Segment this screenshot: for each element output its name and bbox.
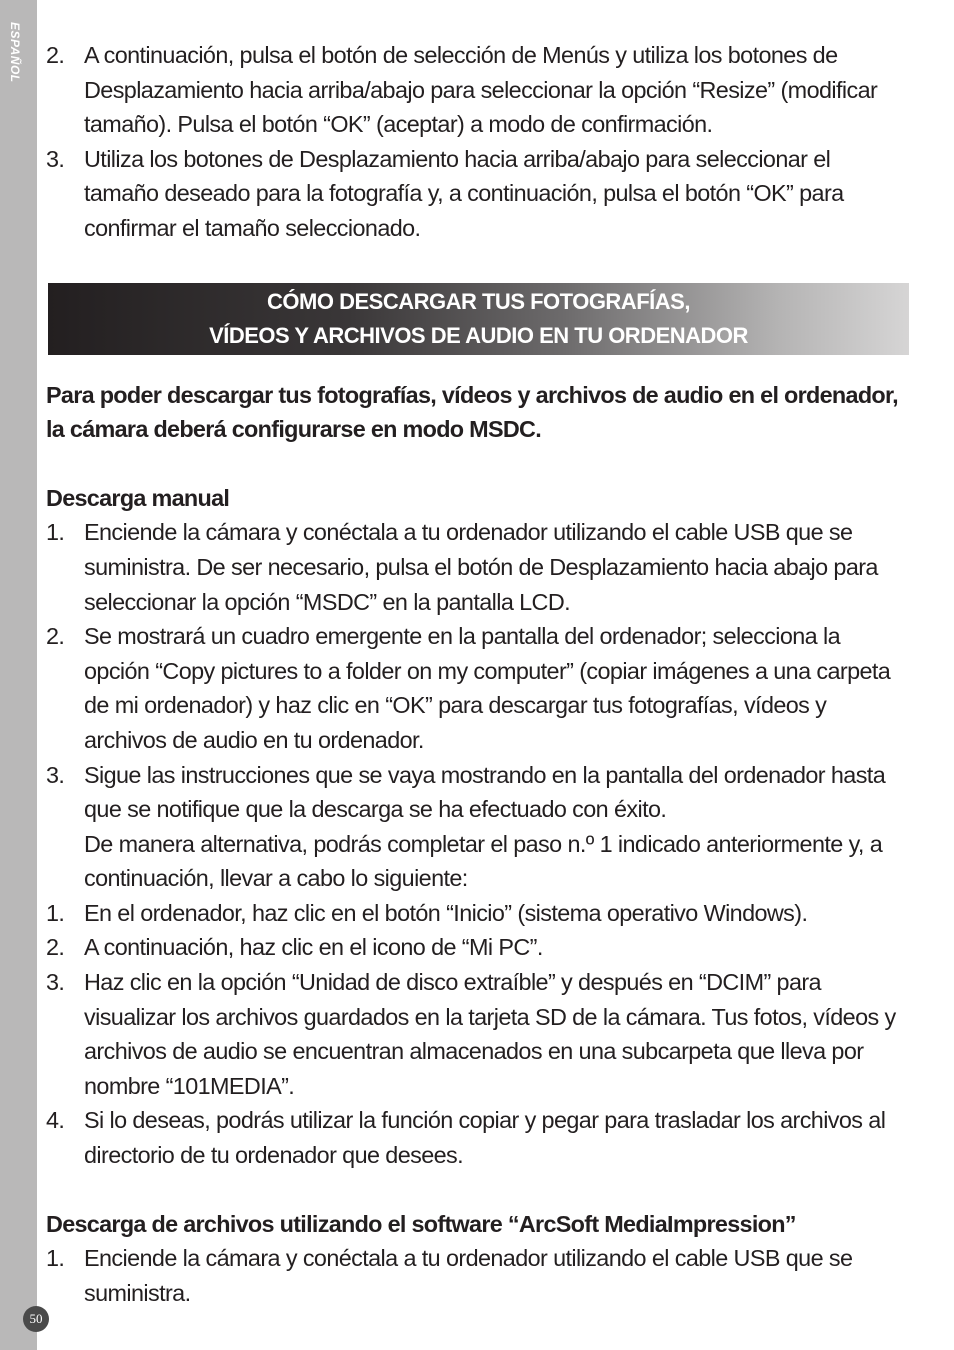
list-number: 3. <box>46 761 65 788</box>
section-heading <box>48 283 909 355</box>
manual-download-heading: Descarga manual <box>46 484 230 511</box>
list-item <box>46 758 910 827</box>
list-item <box>46 515 910 619</box>
list-number: 2. <box>46 934 65 961</box>
alternative-note: De manera alternativa, podrás completar el paso n.º 1 indicado anteriormente y, a continuación, llevar a cabo lo siguiente: <box>84 830 883 892</box>
list-item <box>46 930 910 965</box>
list-number: 2. <box>46 42 65 68</box>
section-heading-line1: CÓMO DESCARGAR TUS FOTOGRAFÍAS, <box>267 288 690 314</box>
arcsoft-heading: Descarga de archivos utilizando el software “ArcSoft MediaImpression” <box>46 1210 796 1237</box>
list-text: Utiliza los botones de Desplazamiento hacia arriba/abajo para seleccionar el tamaño deseado para la fotografía y, a continuación, pulsa el botón “OK” para confirmar el tamaño seleccionado. <box>84 145 844 241</box>
list-number: 2. <box>46 623 65 650</box>
list-text: En el ordenador, haz clic en el botón “Inicio” (sistema operativo Windows). <box>84 899 808 926</box>
list-text: Si lo deseas, podrás utilizar la función copiar y pegar para trasladar los archivos al directorio de tu ordenador que desees. <box>84 1107 886 1169</box>
list-number: 3. <box>46 145 65 172</box>
list-item <box>46 965 910 1103</box>
list-item <box>46 619 910 757</box>
list-number: 4. <box>46 1107 65 1134</box>
section-heading-line2: VÍDEOS Y ARCHIVOS DE AUDIO EN TU ORDENADOR <box>209 322 748 348</box>
page-content <box>46 38 910 1310</box>
list-text: A continuación, haz clic en el icono de “Mi PC”. <box>84 934 543 961</box>
language-label: ESPAÑOL <box>8 22 22 83</box>
list-number: 1. <box>46 519 65 546</box>
list-number: 3. <box>46 969 65 996</box>
side-strip <box>0 0 37 1350</box>
list-text: Enciende la cámara y conéctala a tu ordenador utilizando el cable USB que se suministra. De ser necesario, pulsa el botón de Desplazamiento hacia abajo para seleccionar la opción “MSDC” en la pantalla LCD. <box>84 519 878 615</box>
list-item <box>46 896 910 931</box>
list-number: 1. <box>46 1245 65 1272</box>
page-number: 50 <box>23 1306 49 1332</box>
list-item <box>46 1241 910 1310</box>
list-item <box>46 142 910 246</box>
list-item <box>46 1103 910 1172</box>
list-text: Haz clic en la opción “Unidad de disco extraíble” y después en “DCIM” para visualizar los archivos guardados en la tarjeta SD de la cámara. Tus fotos, vídeos y archivos de audio se encuentran almacenados en una subcarpeta que lleva por nombre “101MEDIA”. <box>84 969 896 1099</box>
list-text: A continuación, pulsa el botón de selección de Menús y utiliza los botones de Desplazamiento hacia arriba/abajo para seleccionar la opción “Resize” (modificar tamaño). Pulsa el botón “OK” (aceptar) a modo de confirmación. <box>84 42 878 138</box>
list-text: Se mostrará un cuadro emergente en la pantalla del ordenador; selecciona la opción “Copy pictures to a folder on my computer” (copiar imágenes a una carpeta de mi ordenador) y haz clic en “OK” para descargar tus fotografías, vídeos y archivos de audio en tu ordenador. <box>84 623 891 753</box>
list-text: Sigue las instrucciones que se vaya mostrando en la pantalla del ordenador hasta que se notifique que la descarga se ha efectuado con éxito. <box>84 761 886 823</box>
list-text: Enciende la cámara y conéctala a tu ordenador utilizando el cable USB que se suministra. <box>84 1245 853 1306</box>
list-number: 1. <box>46 899 65 926</box>
msdc-note: Para poder descargar tus fotografías, vídeos y archivos de audio en el ordenador, la cámara deberá configurarse en modo MSDC. <box>46 381 898 443</box>
list-item <box>46 38 910 142</box>
